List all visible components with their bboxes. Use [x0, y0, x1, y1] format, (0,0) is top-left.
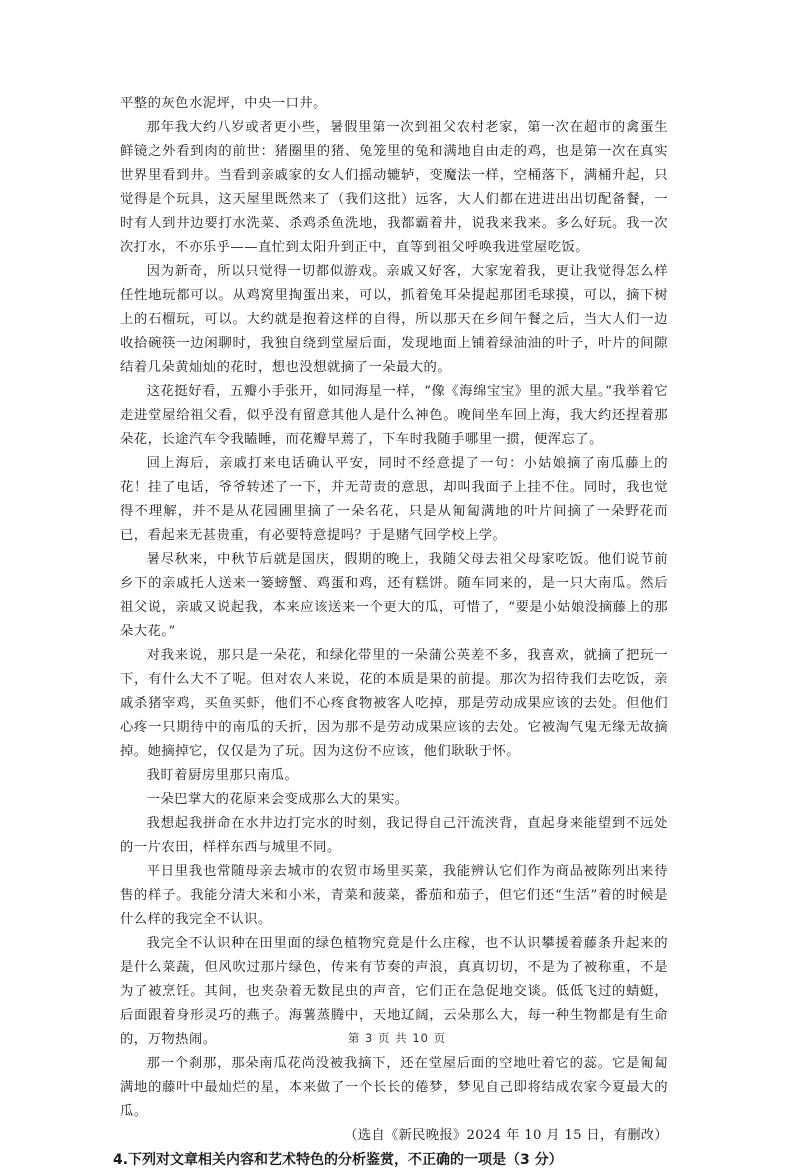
article-paragraph: 暑尽秋来，中秋节后就是国庆，假期的晚上，我随父母去祖父母家吃饭。他们说节前乡下的亲戚托人送来一篓螃蟹、鸡蛋和鸡，还有糕饼。随车同来的，是一只大南瓜。然后祖父说，亲戚又说起我，本来应该送来一个更大的瓜，可惜了，“要是小姑娘没摘藤上的那朵大花。” — [120, 552, 668, 639]
article-paragraph: 回上海后，亲戚打来电话确认平安，同时不经意提了一句：小姑娘摘了南瓜藤上的花！挂了电话，爷爷转述了一下，并无苛责的意思，却叫我面子上挂不住。同时，我也觉得不理解，并不是从花园圃里摘了一朵名花，只是从匍匐满地的叶片间摘了一朵野花而已，看起来无甚贵重，有必要特意提吗？于是赌气回学校上学。 — [120, 456, 668, 543]
article-paragraph: 对我来说，那只是一朵花，和绿化带里的一朵蒲公英差不多，我喜欢，就摘了把玩一下，有什么大不了呢。但对农人来说，花的本质是果的前提。那次为招待我们去吃饭，亲戚杀猪宰鸡，买鱼买虾，他们不心疼食物被客人吃掉，那是劳动成果应该的去处。但他们心疼一只期待中的南瓜的夭折，因为那不是劳动成果应该的去处。它被淘气鬼无缘无故摘掉。她摘掉它，仅仅是为了玩。因为这份不应该，他们耿耿于怀。 — [120, 648, 668, 759]
article-paragraph: 一朵巴掌大的花原来会变成那么大的果实。 — [146, 792, 409, 807]
article-source: （选自《新民晚报》2024 年 10 月 15 日，有删改） — [344, 1128, 668, 1143]
article-paragraph: 我完全不认识种在田里面的绿色植物究竟是什么庄稼，也不认识攀援着藤条升起来的是什么菜蔬，但风吹过那片绿色，传来有节奏的声浪，真真切切，不是为了被称重，不是为了被烹饪。其间，也夹杂着无数昆虫的声音，它们正在急促地交谈。低低飞过的蜻蜓，后面跟着身形灵巧的燕子。海薯蒸腾中，天地辽阔，云朵那么大，每一种生物都是有生命的，万物热闹。 — [120, 936, 668, 1047]
question-stem: 4.下列对文章相关内容和艺术特色的分析鉴赏，不正确的一项是（3 分） — [113, 1152, 563, 1168]
article-paragraph: 那年我大约八岁或者更小些，暑假里第一次到祖父农村老家，第一次在超市的禽蛋生鲜镜之外看到肉的前世：猪圈里的猪、兔笼里的兔和满地自由走的鸡，也是第一次在真实世界里看到井。当看到亲戚家的女人们摇动辘轳，变魔法一样，空桶落下，满桶升起，只觉得是个玩具，这天屋里既然来了（我们这批）远客，大人们都在进进出出切配备餐，一时有人到井边要打水洗菜、杀鸡杀鱼洗地，我都霸着井，说我来我来。多么好玩。我一次次打水，不亦乐乎——直忙到太阳升到正中，直等到祖父呼唤我进堂屋吃饭。 — [120, 120, 668, 255]
article-paragraph: 平日里我也常随母亲去城市的农贸市场里买菜，我能辨认它们作为商品被陈列出来待售的样子。我能分清大米和小米，青菜和菠菜，番茄和茄子，但它们还“生活”着的时候是什么样的我完全不认识。 — [120, 864, 668, 927]
article-paragraph: 因为新奇，所以只觉得一切都似游戏。亲戚又好客，大家宠着我，更让我觉得怎么样任性地玩都可以。从鸡窝里掏蛋出来，可以，抓着兔耳朵提起那团毛球摸，可以，摘下树上的石榴玩，可以。大约就是抱着这样的自得，所以那天在乡间午餐之后，当大人们一边收拾碗筷一边闲聊时，我独自绕到堂屋后面，发现地面上铺着绿油油的叶子，叶片的间隙结着几朵黄灿灿的花时，想也没想就摘了一朵最大的。 — [120, 264, 668, 375]
page-number: 第 3 页 共 10 页 — [347, 1031, 447, 1045]
article-paragraph: 我盯着厨房里那只南瓜。 — [146, 768, 299, 783]
article-paragraph: 我想起我拼命在水井边打完水的时刻，我记得自己汗流浃背，直起身来能望到不远处的一片农田，样样东西与城里不同。 — [120, 816, 668, 855]
article-paragraph: 那一个刹那，那朵南瓜花尚没被我摘下，还在堂屋后面的空地吐着它的蕊。它是匍匐满地的藤叶中最灿烂的星，本来做了一个长长的倦梦，梦见自己即将结成农家今夏最大的瓜。 — [120, 1056, 668, 1119]
article-body — [113, 92, 668, 1172]
article-paragraph: 这花挺好看，五瓣小手张开，如同海星一样，“像《海绵宝宝》里的派大星。”我举着它走进堂屋给祖父看，似乎没有留意其他人是什么神色。晚间坐车回上海，我大约还捏着那朵花，长途汽车令我瞌睡，而花瓣早蔫了，下车时我随手哪里一掼，便浑忘了。 — [120, 384, 668, 447]
article-paragraph: 平整的灰色水泥坪，中央一口井。 — [120, 96, 327, 111]
